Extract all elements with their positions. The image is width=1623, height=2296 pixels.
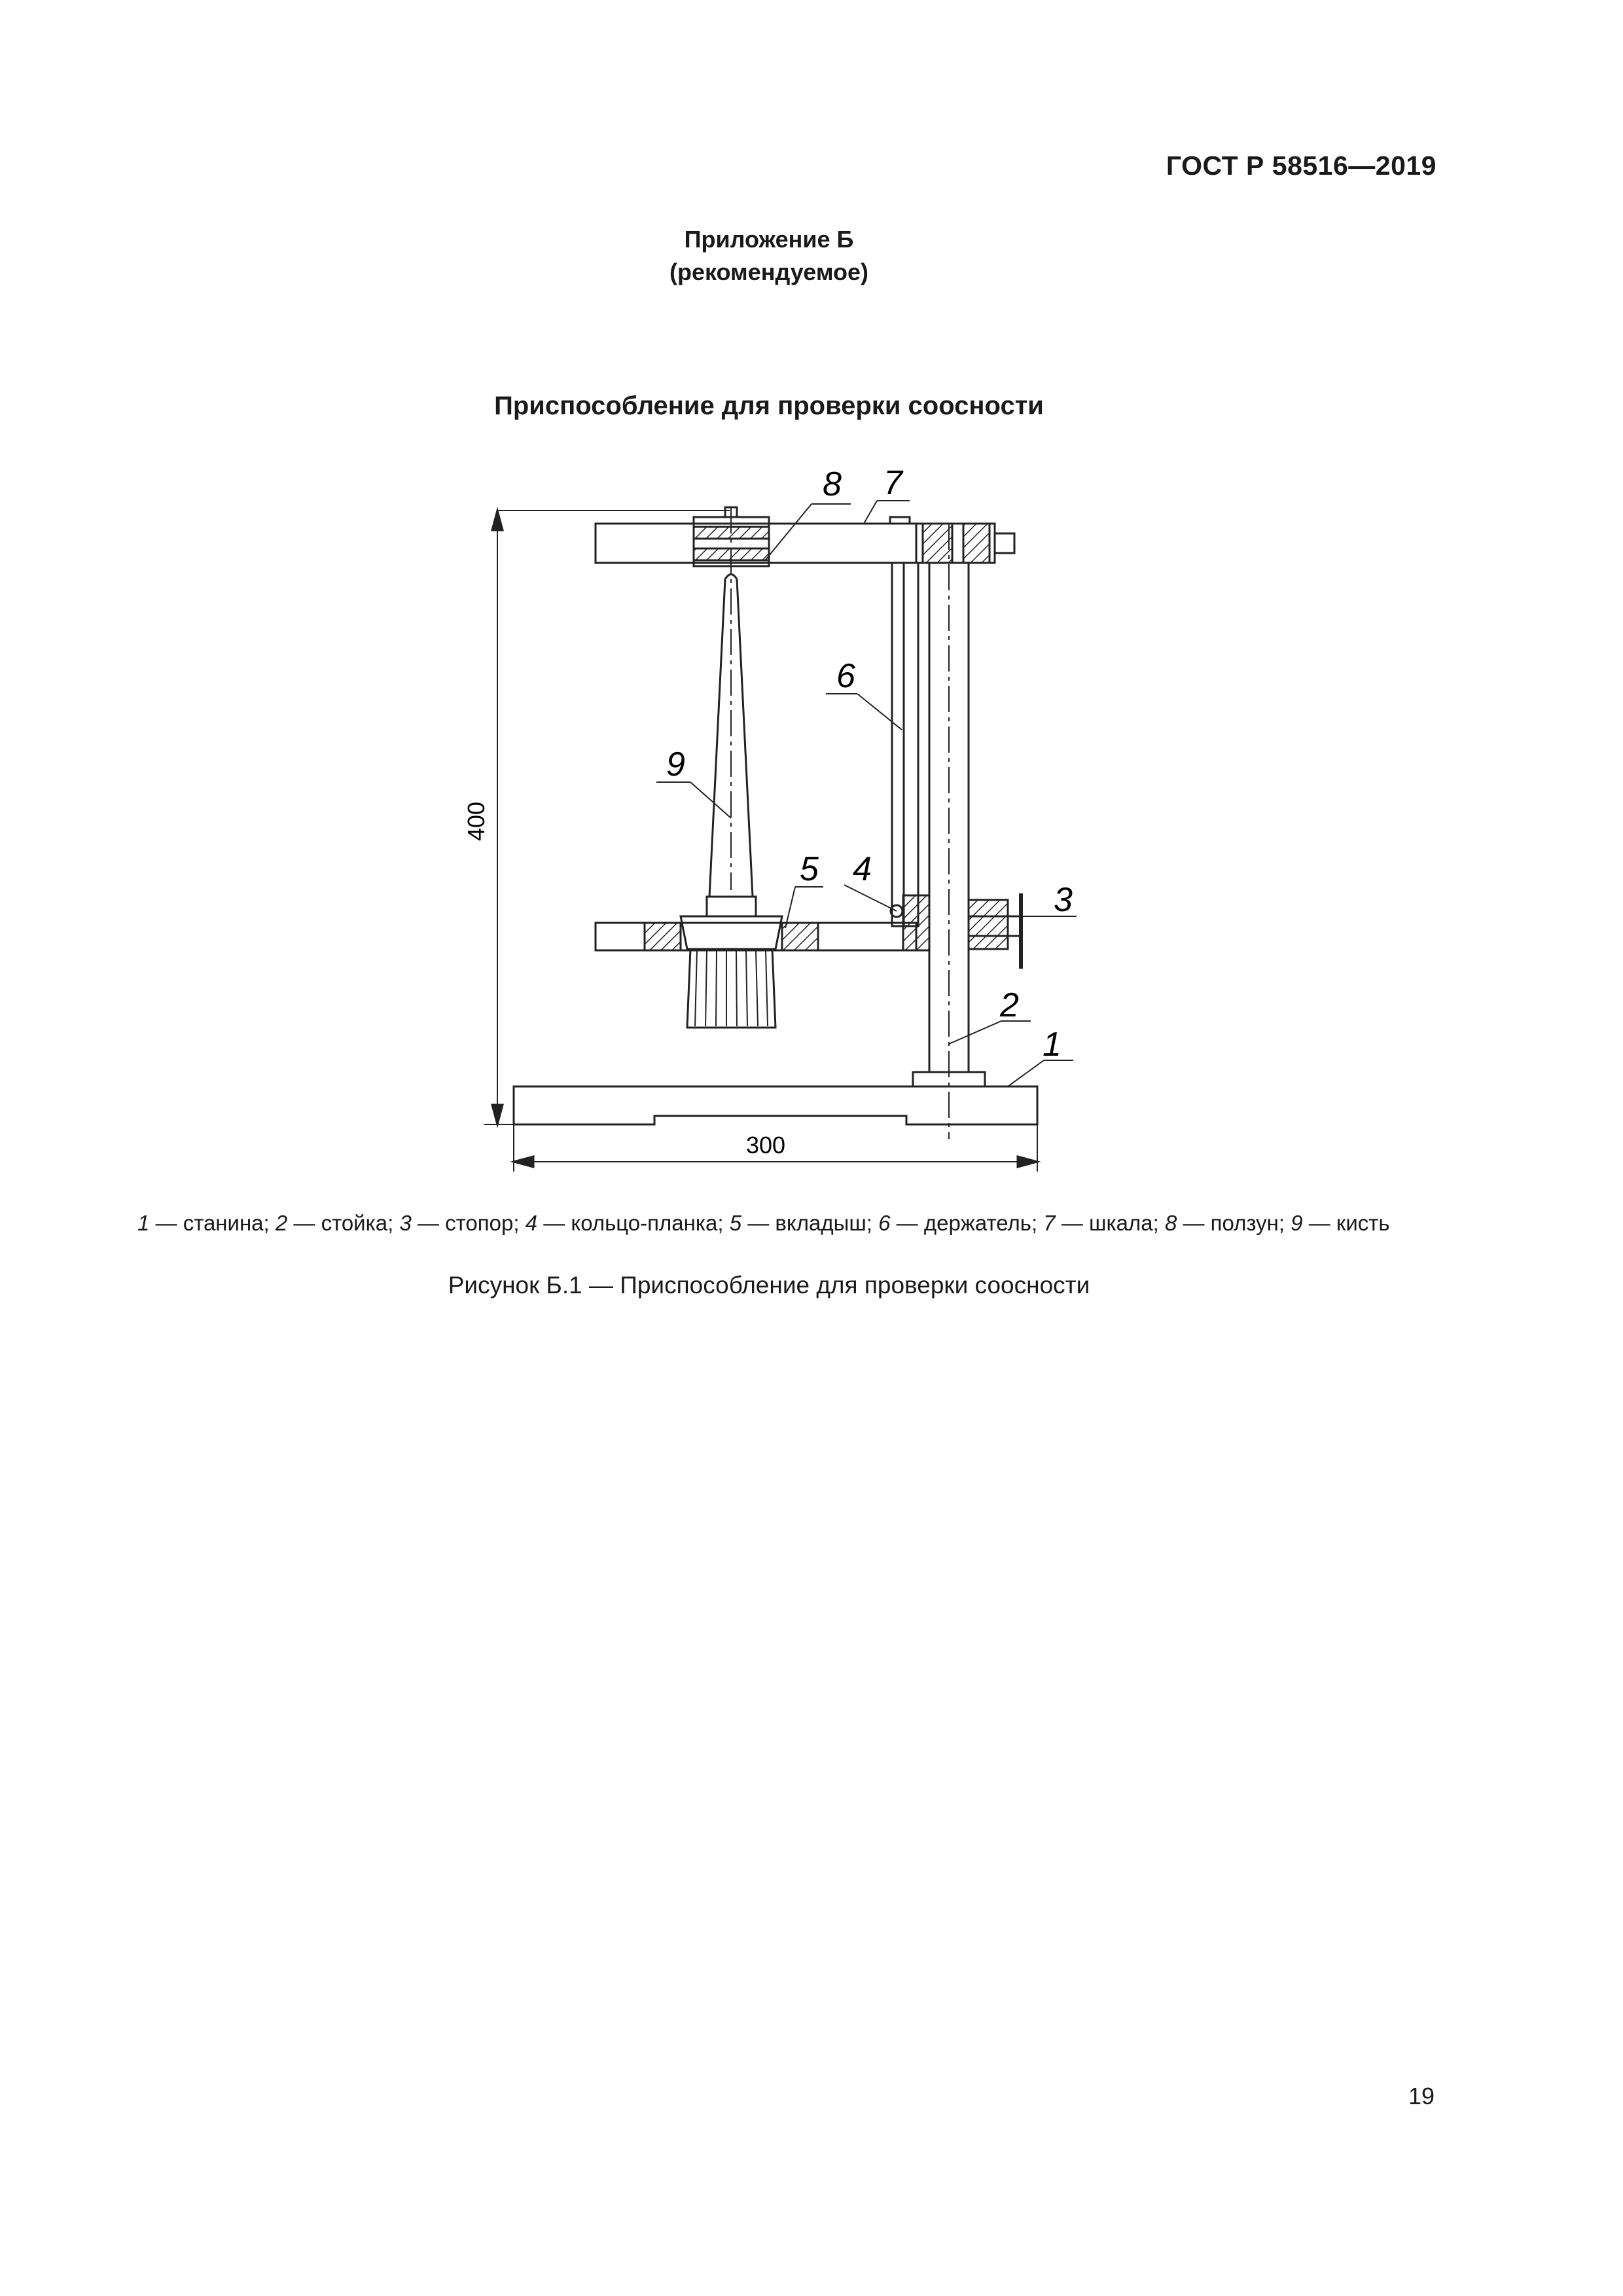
callout-7: 7 bbox=[883, 464, 902, 502]
legend-item: 1 — станина; bbox=[137, 1211, 276, 1235]
holder bbox=[892, 563, 904, 926]
legend-item: 4 — кольцо-планка; bbox=[525, 1211, 730, 1235]
figure-legend bbox=[137, 1211, 1390, 1236]
page-number: 19 bbox=[1408, 2083, 1435, 2109]
dimension-height: 400 bbox=[463, 801, 490, 842]
figure-caption: Рисунок Б.1 — Приспособление для проверки соосности bbox=[448, 1272, 1090, 1299]
callout-4: 4 bbox=[853, 850, 872, 888]
legend-item: 5 — вкладыш; bbox=[729, 1211, 879, 1235]
callout-9: 9 bbox=[666, 745, 685, 783]
callout-2: 2 bbox=[1000, 986, 1019, 1024]
dimension-width: 300 bbox=[745, 1132, 786, 1158]
appendix-title: Приложение Б bbox=[684, 226, 854, 253]
legend-item: 3 — стопор; bbox=[399, 1211, 526, 1235]
legend-item: 9 — кисть bbox=[1291, 1211, 1390, 1235]
section-title: Приспособление для проверки соосности bbox=[494, 391, 1044, 420]
callout-1: 1 bbox=[1043, 1026, 1061, 1064]
legend-item: 2 — стойка; bbox=[275, 1211, 400, 1235]
callout-8: 8 bbox=[823, 465, 842, 503]
legend-item: 6 — держатель; bbox=[878, 1211, 1044, 1235]
callout-5: 5 bbox=[800, 850, 819, 888]
brush-bristles bbox=[687, 949, 776, 1028]
legend-item: 7 — шкала; bbox=[1043, 1211, 1165, 1235]
standard-designation: ГОСТ Р 58516—2019 bbox=[1166, 151, 1436, 181]
callout-3: 3 bbox=[1054, 881, 1073, 919]
callout-6: 6 bbox=[836, 657, 855, 695]
base-frame bbox=[514, 1086, 1037, 1124]
appendix-status: (рекомендуемое) bbox=[669, 259, 868, 285]
legend-item: 8 — ползун; bbox=[1164, 1211, 1291, 1235]
